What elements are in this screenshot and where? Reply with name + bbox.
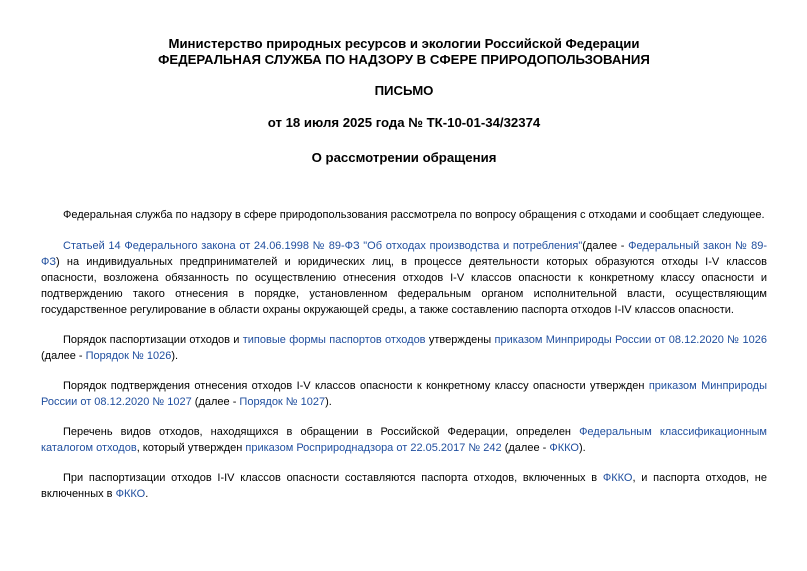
document-subject: О рассмотрении обращения	[311, 150, 497, 165]
link-passport-forms[interactable]: типовые формы паспортов отходов	[242, 334, 426, 346]
paragraph-text: ).	[578, 442, 586, 454]
link-fkko[interactable]: ФККО	[115, 488, 146, 500]
service-title: ФЕДЕРАЛЬНАЯ СЛУЖБА ПО НАДЗОРУ В СФЕРЕ ПРИРОДОПОЛЬЗОВАНИЯ	[158, 52, 650, 67]
paragraph-text: .	[145, 488, 149, 500]
document-body	[41, 207, 767, 502]
paragraph-text: (далее -	[41, 350, 86, 362]
document-date-number: от 18 июля 2025 года № ТК-10-01-34/32374	[267, 115, 541, 130]
document-type: ПИСЬМО	[374, 83, 434, 98]
paragraph-text: (далее -	[501, 442, 550, 454]
paragraph-law-89fz	[41, 238, 767, 318]
paragraph-text: ).	[325, 396, 332, 408]
paragraph-text: ).	[171, 350, 179, 362]
link-article-14-law-89fz[interactable]: Статьей 14 Федерального закона от 24.06.1998 № 89-ФЗ "Об отходах производства и потребления"	[63, 240, 583, 252]
link-federal-catalog[interactable]: Федеральным классификационным каталогом отходов	[41, 426, 767, 454]
link-order-242[interactable]: приказом Росприроднадзора от 22.05.2017 № 242	[245, 442, 502, 454]
link-fkko[interactable]: ФККО	[602, 472, 633, 484]
paragraph-text: (далее -	[191, 396, 240, 408]
link-procedure-1026[interactable]: Порядок № 1026	[85, 350, 172, 362]
paragraph-text: При паспортизации отходов I-IV классов опасности составляются паспорта отходов, включенных в	[63, 472, 603, 484]
paragraph-text: утверждены	[425, 334, 495, 346]
paragraph-text: Порядок паспортизации отходов и	[63, 334, 243, 346]
paragraph-text: ) на индивидуальных предпринимателей и юридических лиц, в процессе деятельности которых образуются отходы I-V классов опасности, возложена обязанность по осуществлению отнесения отходов I-V классов опасности к конкретному классу опасности и подтверждению такого отнесения в порядке, установленном федеральным органом исполнительной власти, осуществляющим государственное регулирование в области охраны окружающей среды, а также составлению паспорта отходов I-IV классов опасности.	[41, 256, 767, 316]
paragraph-passport-procedure	[41, 332, 767, 364]
paragraph-text: (далее -	[582, 240, 629, 252]
paragraph-text: , который утвержден	[136, 442, 246, 454]
paragraph-fkko-catalog	[41, 424, 767, 456]
paragraph-confirmation-procedure	[41, 378, 767, 410]
link-procedure-1027[interactable]: Порядок № 1027	[239, 396, 326, 408]
paragraph-text: , и паспорта отходов, не включенных в	[41, 472, 767, 500]
link-order-1026[interactable]: приказом Минприроды России от 08.12.2020 № 1026	[494, 334, 768, 346]
paragraph-passport-fkko	[41, 470, 767, 502]
paragraph-text: Перечень видов отходов, находящихся в обращении в Российской Федерации, определен	[63, 426, 580, 438]
paragraph-text: Федеральная служба по надзору в сфере природопользования рассмотрела по вопросу обращения с отходами и сообщает следующее.	[63, 209, 765, 221]
paragraph-intro	[41, 207, 767, 223]
link-order-1027[interactable]: приказом Минприроды России от 08.12.2020 № 1027	[41, 380, 768, 408]
ministry-title: Министерство природных ресурсов и экологии Российской Федерации	[168, 36, 640, 51]
paragraph-text: Порядок подтверждения отнесения отходов I-V классов опасности к конкретному классу опасности утвержден	[63, 380, 649, 392]
link-fkko[interactable]: ФККО	[549, 442, 579, 454]
link-law-89fz[interactable]: Федеральный закон № 89-ФЗ	[41, 240, 767, 268]
